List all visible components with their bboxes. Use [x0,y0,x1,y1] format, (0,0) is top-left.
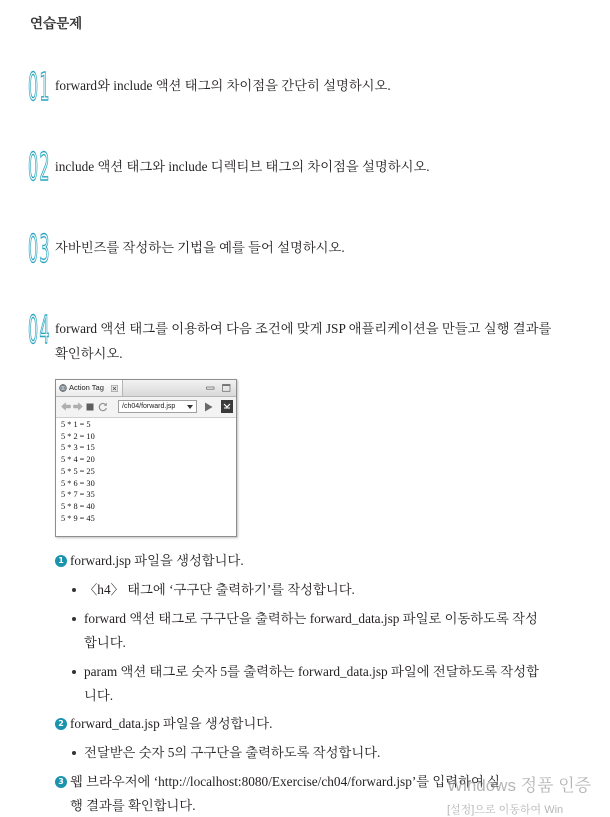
output-line: 5 * 8 = 40 [61,501,95,511]
question-number-01: 01 [28,65,51,109]
step-1-bullet-2-line-2: 합니다. [84,635,126,650]
output-line: 5 * 1 = 5 [61,420,91,429]
output-line: 5 * 3 = 15 [61,443,95,453]
stop-icon[interactable] [86,403,94,411]
question-text-03: 자바빈즈를 작성하는 기법을 예를 들어 설명하시오. [55,240,345,255]
step-2-bullet-1: 전달받은 숫자 5의 구구단을 출력하도록 작성합니다. [84,745,381,760]
step-1-bullet-3-line-1: param 액션 태그로 숫자 5를 출력하는 forward_data.jsp 파일에 전달하도록 작성합 [84,664,539,679]
question-number-04: 04 [28,308,51,352]
step-1-text: forward.jsp 파일을 생성합니다. [70,553,244,568]
minimize-icon[interactable] [206,384,215,392]
activation-watermark-subtitle: [설정]으로 이동하여 Win [447,804,564,816]
browser-tab-strip [56,380,236,397]
question-text-02: include 액션 태그와 include 디렉티브 태그의 차이점을 설명하시오. [55,159,430,174]
step-3-text-line-1: 웹 브라우저에 ‘http://localhost:8080/Exercise/ch04/forward.jsp’를 입력하여 실 [70,774,500,789]
bullet-dot [72,670,76,674]
step-marker-2: 2 [55,718,67,730]
step-3-text-line-2: 행 결과를 확인합니다. [70,798,196,813]
section-title: 연습문제 [30,16,83,31]
question-text-04-line-1: forward 액션 태그를 이용하여 다음 조건에 맞게 JSP 애플리케이션을 만들고 실행 결과를 [55,321,552,336]
browser-result-figure [55,379,237,537]
question-number-02: 02 [28,145,51,189]
browser-address-input[interactable] [118,400,197,413]
browser-address-text: /ch04/forward.jsp [122,403,176,410]
browser-tab[interactable] [56,380,123,396]
activation-watermark-title: Windows 정품 인증 [447,776,592,795]
output-line: 5 * 6 = 30 [61,478,95,488]
output-line: 5 * 4 = 20 [61,455,95,465]
output-line: 5 * 5 = 25 [61,466,95,476]
output-line: 5 * 7 = 35 [61,490,95,500]
browser-output [61,419,95,524]
close-tab-icon[interactable] [111,385,118,392]
step-marker-3: 3 [55,776,67,788]
browser-tab-title: Action Tag [69,383,104,392]
go-icon[interactable] [204,402,213,412]
menu-icon[interactable] [221,400,233,413]
maximize-icon[interactable] [222,384,231,392]
question-number-03: 03 [28,227,51,271]
output-line: 5 * 9 = 45 [61,513,95,523]
browser-toolbar [56,397,236,418]
bullet-dot [72,751,76,755]
step-2-text: forward_data.jsp 파일을 생성합니다. [70,716,273,731]
back-arrow-icon[interactable] [61,402,71,411]
globe-icon [59,384,67,392]
step-1-bullet-2-line-1: forward 액션 태그로 구구단을 출력하는 forward_data.jsp 파일로 이동하도록 작성 [84,611,538,626]
dropdown-icon[interactable] [187,405,193,409]
refresh-icon[interactable] [98,402,108,412]
step-1-bullet-1: 〈h4〉 태그에 ‘구구단 출력하기’를 작성합니다. [84,582,355,597]
bullet-dot [72,588,76,592]
question-text-01: forward와 include 액션 태그의 차이점을 간단히 설명하시오. [55,78,391,93]
forward-arrow-icon[interactable] [73,402,83,411]
output-line: 5 * 2 = 10 [61,431,95,441]
bullet-dot [72,617,76,621]
question-text-04-line-2: 확인하시오. [55,346,123,361]
step-marker-1: 1 [55,555,67,567]
step-1-bullet-3-line-2: 니다. [84,688,114,703]
